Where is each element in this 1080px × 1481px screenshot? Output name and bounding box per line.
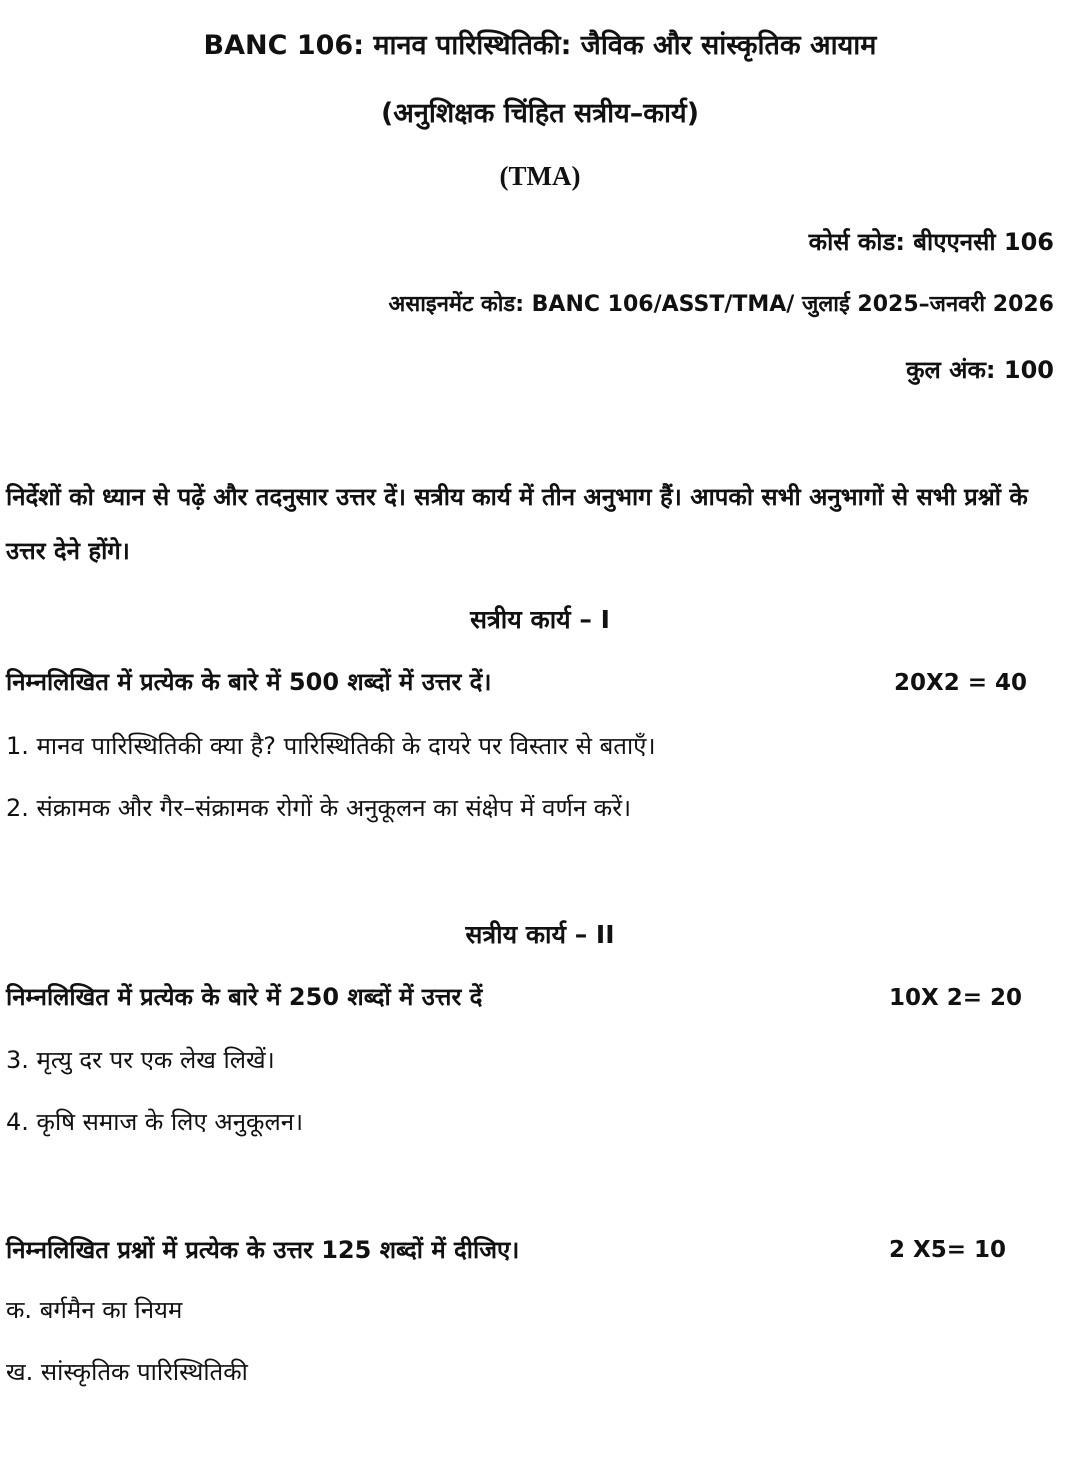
tma-label: (TMA) <box>499 161 581 191</box>
section2-marks: 10X 2= 20 <box>889 985 1023 1011</box>
question-kha: ख. सांस्कृतिक पारिस्थितिकी <box>6 1358 248 1386</box>
question-1: 1. मानव पारिस्थितिकी क्या है? पारिस्थितिकी के दायरे पर विस्तार से बताएँ। <box>6 732 656 760</box>
section1-marks: 20X2 = 40 <box>894 670 1028 696</box>
assignment-code: असाइनमेंट कोड: BANC 106/ASST/TMA/ जुलाई 2025–जनवरी 2026 <box>388 292 1054 317</box>
section3-prompt: निम्नलिखित प्रश्नों में प्रत्येक के उत्तर 125 शब्दों में दीजिए। <box>6 1236 520 1264</box>
section1-prompt: निम्नलिखित में प्रत्येक के बारे में 500 शब्दों में उत्तर दें। <box>6 668 492 696</box>
section2-prompt: निम्नलिखित में प्रत्येक के बारे में 250 शब्दों में उत्तर दें <box>6 983 483 1011</box>
section1-heading: सत्रीय कार्य – I <box>470 605 610 634</box>
document-title: BANC 106: मानव पारिस्थितिकी: जैविक और सांस्कृतिक आयाम <box>203 30 877 61</box>
total-marks: कुल अंक: 100 <box>906 356 1054 384</box>
question-ka: क. बर्गमैन का नियम <box>6 1296 183 1324</box>
instructions-text: निर्देशों को ध्यान से पढ़ें और तदनुसार उत्तर दें। सत्रीय कार्य में तीन अनुभाग हैं। आपको सभी अनुभागों से सभी प्रश्नों के उत्तर देने होंगे। <box>6 483 1028 565</box>
course-code: कोर्स कोड: बीएएनसी 106 <box>808 228 1054 256</box>
section2-heading: सत्रीय कार्य – II <box>465 920 615 949</box>
question-3: 3. मृत्यु दर पर एक लेख लिखें। <box>6 1046 275 1074</box>
document-subtitle: (अनुशिक्षक चिंहित सत्रीय–कार्य) <box>380 98 700 129</box>
section3-marks: 2 X5= 10 <box>889 1237 1007 1263</box>
question-2: 2. संक्रामक और गैर–संक्रामक रोगों के अनुकूलन का संक्षेप में वर्णन करें। <box>6 794 632 822</box>
question-4: 4. कृषि समाज के लिए अनुकूलन। <box>6 1108 304 1136</box>
